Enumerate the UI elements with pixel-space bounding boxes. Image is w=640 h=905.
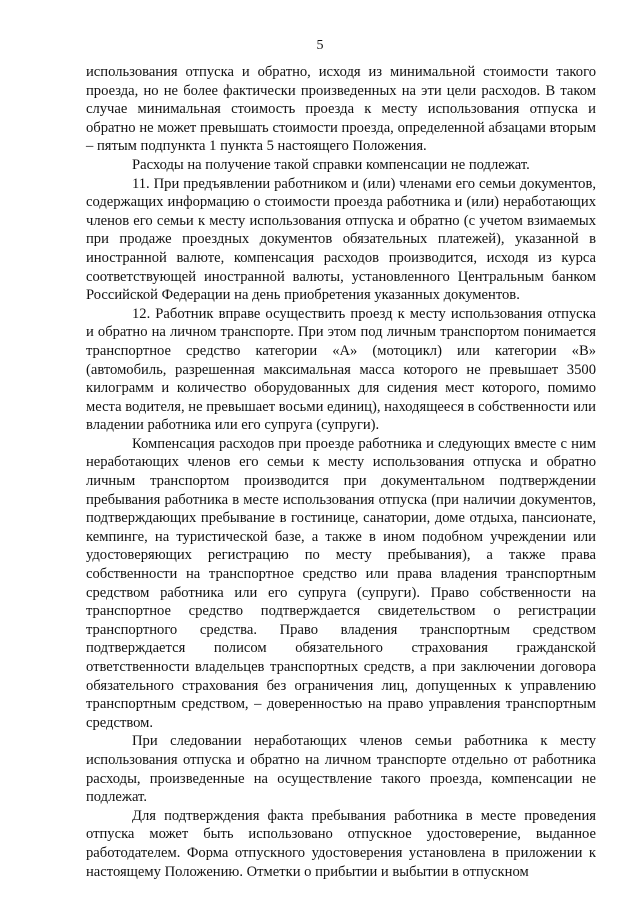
paragraph-certificate-expenses: Расходы на получение такой справки компенсации не подлежат. <box>132 156 530 173</box>
paragraph-family-separate-travel: При следовании неработающих членов семьи работника к месту использования отпуска и обратно на личном транспорте отдельно от работника расходы, произведенные на осуществление такого проезда, компенсации не подлежат. <box>86 733 596 806</box>
paragraph-item-12: 12. Работник вправе осуществить проезд к месту использования отпуска и обратно на личном транспорте. При этом под личным транспортом понимается транспортное средство категории «А» (мотоцикл) или категории «В» (автомобиль, разрешенная максимальная масса которого не превышает 3500 килограмм и количество оборудованных для сидения мест которого, помимо места водителя, не превышает восьми единиц), находящееся в собственности или владении работника или его супруга (супруги). <box>86 305 596 434</box>
document-body <box>86 63 596 881</box>
paragraph-vacation-certificate: Для подтверждения факта пребывания работника в месте проведения отпуска может быть использовано отпускное удостоверение, выданное работодателем. Форма отпускного удостоверения установлена в приложении к настоящему Положению. Отметки о прибытии и выбытии в отпускном <box>86 807 596 880</box>
page-number: 5 <box>316 38 324 53</box>
paragraph-continuation: использования отпуска и обратно, исходя из минимальной стоимости такого проезда, но не более фактически произведенных на эти цели расходов. В таком случае минимальная стоимость проезда к месту использования отпуска и обратно не может превышать стоимости проезда, определенной абзацами вторым – пятым подпункта 1 пункта 5 настоящего Положения. <box>86 64 596 155</box>
paragraph-personal-transport-compensation: Компенсация расходов при проезде работника и следующих вместе с ним неработающих членов его семьи к месту использования отпуска и обратно личным транспортом производится при документальном подтверждении пребывания работника в месте использования отпуска (при наличии документов, подтверждающих пребывание в гостинице, санатории, доме отдыха, пансионате, кемпинге, на туристической базе, а также в ином подобном учреждении или удостоверяющих регистрацию по месту пребывания), а также права собственности на транспортное средство или права владения транспортным средством работника или его супруга (супруги). Право собственности на транспортное средство подтверждается свидетельством о регистрации транспортного средства. Право владения транспортным средством подтверждается полисом обязательного страхования гражданской ответственности владельцев транспортных средств, а при заключении договора обязательного страхования без ограничения лиц, допущенных к управлению транспортным средством, – доверенностью на право управления транспортным средством. <box>86 435 596 731</box>
paragraph-item-11: 11. При предъявлении работником и (или) членами его семьи документов, содержащих информацию о стоимости проезда работника и (или) неработающих членов его семьи к месту использования отпуска и обратно (с учетом взимаемых при продаже проездных документов обязательных платежей), указанной в иностранной валюте, компенсация расходов производится, исходя из курса соответствующей иностранной валюты, установленного Центральным банком Российской Федерации на день приобретения указанных документов. <box>86 175 596 304</box>
